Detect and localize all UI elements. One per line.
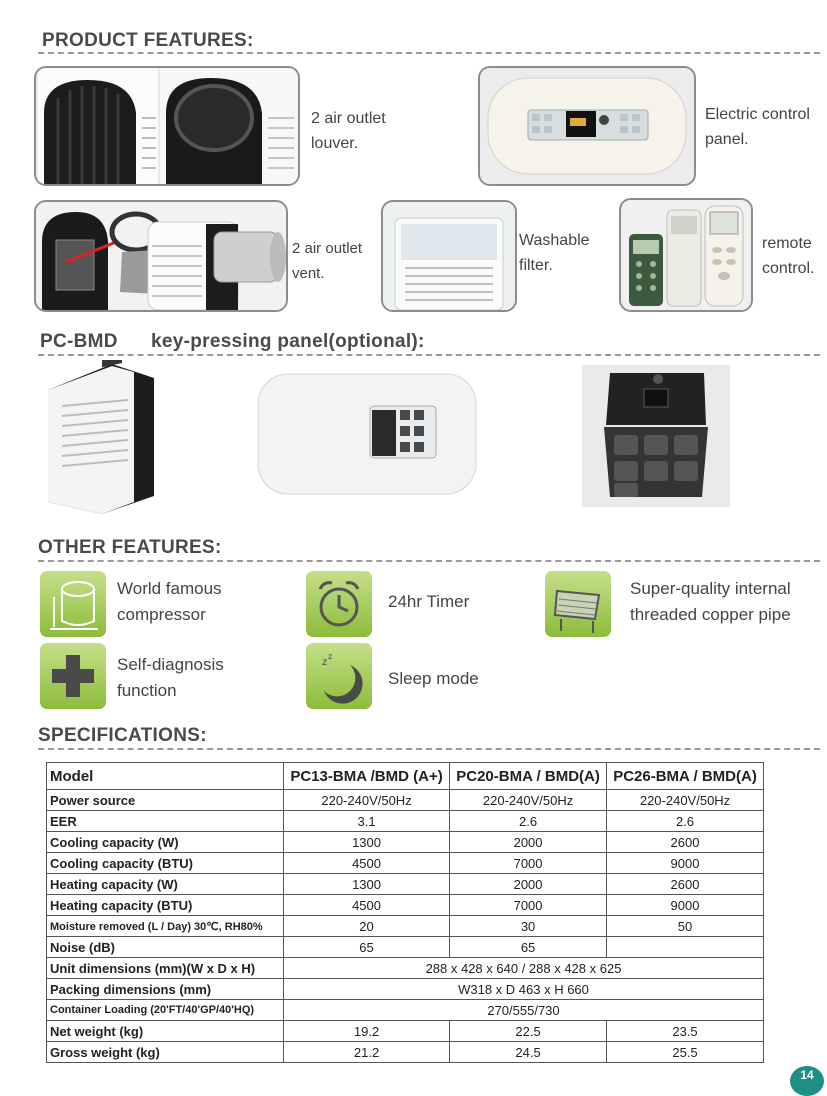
table-row: Heating capacity (W) 1300 2000 2600: [47, 874, 764, 895]
pc-bmd-panel-photo: [256, 370, 478, 500]
table-row: Heating capacity (BTU) 4500 7000 9000: [47, 895, 764, 916]
compressor-feature-text: World famous compressor: [117, 579, 222, 624]
table-header-row: [47, 763, 764, 790]
other-features-title: OTHER FEATURES:: [38, 537, 222, 558]
self-diagnosis-feature-text: Self-diagnosis function: [117, 655, 224, 700]
table-row: EER 3.1 2.6 2.6: [47, 811, 764, 832]
section-divider: [38, 748, 820, 750]
table-row: Gross weight (kg) 21.2 24.5 25.5: [47, 1042, 764, 1063]
table-row: Packing dimensions (mm) W318 x D 463 x H 660: [47, 979, 764, 1000]
panel-model-title: PC-BMD: [40, 331, 118, 352]
svg-text:z: z: [328, 652, 333, 661]
filter-caption: Washable filter.: [519, 232, 590, 274]
copper-pipe-feature-text: Super-quality internal threaded copper pipe: [630, 579, 791, 624]
electric-control-panel-photo: [478, 66, 696, 186]
table-row: Net weight (kg) 19.2 22.5 23.5: [47, 1021, 764, 1042]
remote-caption: remote control.: [762, 235, 815, 277]
specifications-table: [46, 762, 764, 1063]
table-row: Unit dimensions (mm)(W x D x H) 288 x 428 x 640 / 288 x 428 x 625: [47, 958, 764, 979]
compressor-icon: [40, 571, 106, 637]
self-diagnosis-cross-icon: [40, 643, 106, 709]
table-row: Noise (dB) 65 65: [47, 937, 764, 958]
product-features-title: PRODUCT FEATURES:: [42, 30, 254, 51]
louver-caption: 2 air outlet louver.: [311, 110, 386, 152]
panel-section-title: key-pressing panel(optional):: [151, 331, 425, 352]
control-panel-caption: Electric control panel.: [705, 106, 810, 148]
pc-bmd-unit-photo: [42, 360, 160, 516]
table-row: Cooling capacity (BTU) 4500 7000 9000: [47, 853, 764, 874]
remote-control-photo: [619, 198, 753, 312]
section-divider: [38, 560, 820, 562]
sleep-moon-icon: [306, 643, 372, 709]
table-row: Cooling capacity (W) 1300 2000 2600: [47, 832, 764, 853]
section-divider: [38, 52, 820, 54]
copper-pipe-icon: [545, 571, 611, 637]
model-col1: PC13-BMA /BMD (A+): [284, 763, 450, 790]
model-header: Model: [47, 763, 284, 790]
timer-feature-text: 24hr Timer: [388, 592, 470, 611]
model-col3: PC26-BMA / BMD(A): [607, 763, 764, 790]
washable-filter-photo: [381, 200, 517, 312]
table-row: Moisture removed (L / Day) 30℃, RH80% 20 30 50: [47, 916, 764, 937]
table-row: Power source 220-240V/50Hz 220-240V/50Hz 220-240V/50Hz: [47, 790, 764, 811]
svg-text:z: z: [322, 657, 328, 668]
section-divider: [38, 354, 820, 356]
model-col2: PC20-BMA / BMD(A): [450, 763, 607, 790]
alarm-clock-icon: [306, 571, 372, 637]
air-outlet-vent-photo: [34, 200, 288, 312]
table-row: Container Loading (20'FT/40'GP/40'HQ) 270/555/730: [47, 1000, 764, 1021]
sleep-feature-text: Sleep mode: [388, 669, 479, 688]
vent-caption: 2 air outlet vent.: [292, 240, 363, 282]
page-number-badge: 14: [790, 1066, 824, 1096]
air-outlet-louver-photo: [34, 66, 300, 186]
keypad-closeup-photo: [582, 365, 730, 507]
specifications-title: SPECIFICATIONS:: [38, 725, 207, 746]
